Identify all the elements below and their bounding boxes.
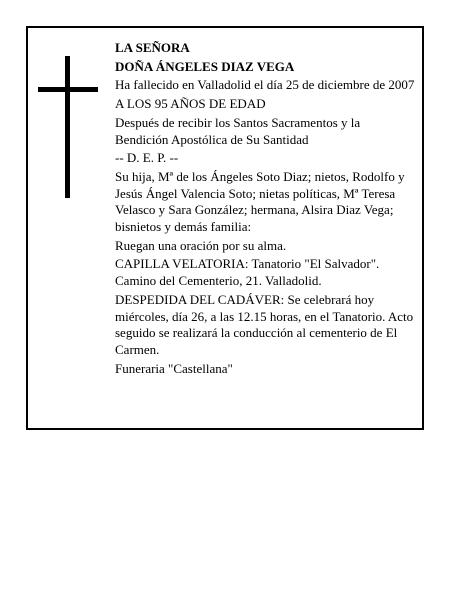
notice-age: A LOS 95 AÑOS DE EDAD [115,96,266,112]
notice-title-line1: LA SEÑORA [115,40,190,55]
notice-prayer: Ruegan una oración por su alma. [115,237,287,253]
notice-funeral-home: Funeraria "Castellana" [115,360,233,376]
cross-vertical-bar [65,56,70,198]
notice-rip: -- D. E. P. -- [115,150,179,166]
obituary-notice [26,26,424,430]
notice-wake-chapel: CAPILLA VELATORIA: Tanatorio "El Salvador". Camino del Cementerio, 21. Valladolid. [115,256,380,289]
cross-icon [38,56,100,198]
notice-farewell: DESPEDIDA DEL CADÁVER: Se celebrará hoy miércoles, día 26, a las 12.15 horas, en el Tanatorio. Acto seguido se realizará la conducción al cementerio de El Carmen. [115,291,414,357]
notice-sacraments: Después de recibir los Santos Sacramentos y la Bendición Apostólica de Su Santidad [115,114,361,147]
notice-text [115,40,415,379]
notice-title-line2: DOÑA ÁNGELES DIAZ VEGA [115,58,295,74]
cross-horizontal-bar [38,87,98,92]
notice-family: Su hija, Mª de los Ángeles Soto Diaz; nietos, Rodolfo y Jesús Ángel Valencia Soto; nietas políticas, Mª Teresa Velasco y Sara González; hermana, Alsira Diaz Vega; bisnietos y demás familia: [115,168,405,235]
notice-death-date: Ha fallecido en Valladolid el día 25 de diciembre de 2007 [115,77,415,93]
